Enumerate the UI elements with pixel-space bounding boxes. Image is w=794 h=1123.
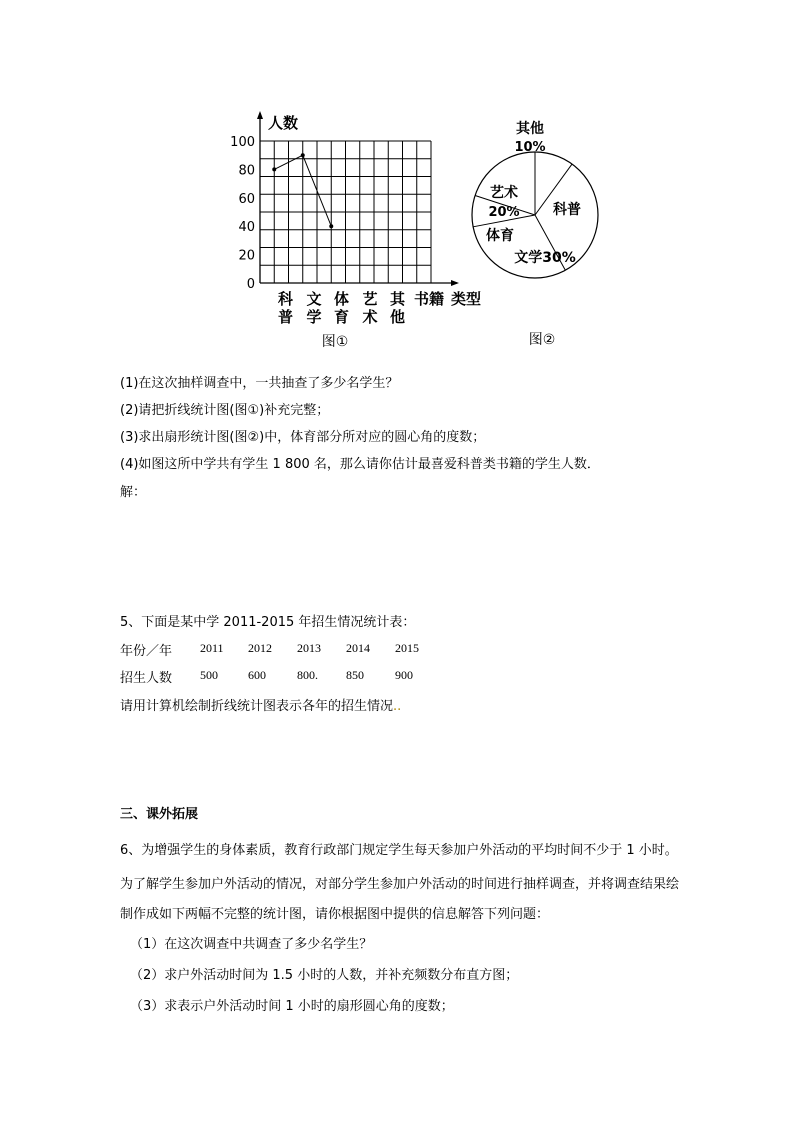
data-point [272, 167, 276, 171]
pie-label-other-name: 其他 [516, 121, 544, 137]
q5-count: 850 [346, 668, 364, 682]
q4-item-3: (3)求出扇形统计图(图②)中，体育部分所对应的圆心角的度数； [120, 430, 486, 445]
pie-chart-figure-2 [460, 105, 630, 350]
y-tick-label: 20 [238, 248, 255, 264]
q5-count: 500 [200, 668, 218, 682]
pie-label-art-name: 艺术 [490, 185, 518, 201]
figure-caption: 图② [528, 332, 556, 348]
section3-heading: 三、课外拓展 [120, 807, 199, 822]
chart-grid [260, 141, 431, 283]
x-category-label: 书籍 [413, 290, 445, 308]
x-axis-arrow [451, 280, 459, 286]
x-axis-label: 类型 [451, 290, 482, 308]
q6-item-3: （3）求表示户外活动时间 1 小时的扇形圆心角的度数； [130, 999, 454, 1014]
x-category-label: 普 [277, 308, 294, 326]
q5-title: 5、下面是某中学 2011-2015 年招生情况统计表： [120, 615, 416, 630]
q5-count: 900 [395, 668, 413, 682]
pie-label-other-percent: 10% [514, 140, 546, 155]
y-tick-label: 60 [238, 191, 255, 207]
q4-answer-label: 解： [120, 485, 147, 500]
q4-item-1: (1)在这次抽样调查中，一共抽查了多少名学生？ [120, 376, 399, 391]
y-tick-label: 100 [230, 135, 255, 150]
pie-label-literature: 文学30% [514, 250, 576, 266]
q5-instruction [120, 695, 401, 714]
y-tick-label: 80 [238, 163, 255, 179]
y-axis-label: 人数 [268, 114, 299, 132]
y-axis-arrow [257, 111, 263, 119]
data-point [301, 153, 305, 157]
pie-label-art-percent: 20% [488, 205, 520, 220]
q5-year: 2014 [346, 641, 370, 655]
q4-item-2: (2)请把折线统计图(图①)补充完整； [120, 403, 330, 418]
q6-item-1: （1）在这次调查中共调查了多少名学生？ [130, 937, 373, 952]
y-tick-label: 40 [238, 220, 255, 236]
q5-row2-label: 招生人数 [120, 671, 173, 686]
x-category-label: 他 [389, 308, 406, 326]
data-point [329, 224, 333, 228]
pie-label-science: 科普 [553, 202, 581, 218]
x-category-label: 文 [306, 290, 322, 308]
q5-row1-label: 年份／年 [120, 644, 173, 659]
x-category-label: 科 [277, 290, 294, 308]
figure-caption: 图① [321, 334, 349, 350]
x-category-label: 术 [362, 308, 378, 326]
q5-instruction-text: 请用计算机绘制折线统计图表示各年的招生情况 [120, 699, 394, 714]
q5-year: 2012 [248, 641, 272, 655]
q5-year: 2011 [200, 641, 224, 655]
x-category-label: 育 [333, 308, 350, 326]
q4-item-4: (4)如图这所中学共有学生 1 800 名，那么请你估计最喜爱科普类书籍的学生人数． [120, 457, 600, 472]
x-category-label: 学 [306, 308, 322, 326]
x-category-label: 体 [333, 290, 350, 308]
q5-year: 2013 [297, 641, 321, 655]
y-tick-label: 0 [246, 277, 255, 292]
q5-count: 800. [297, 668, 318, 682]
q6-item-2: （2）求户外活动时间为 1.5 小时的人数，并补充频数分布直方图； [130, 968, 519, 983]
x-category-label: 其 [389, 290, 406, 308]
pie-label-sports: 体育 [486, 228, 514, 244]
q6-line-1: 6、为增强学生的身体素质，教育行政部门规定学生每天参加户外活动的平均时间不少于 1 小时。 [120, 843, 678, 858]
q5-instruction-tail: .. [393, 699, 402, 714]
line-chart-figure-1 [210, 105, 482, 350]
x-category-label: 艺 [362, 290, 378, 308]
q6-line-3: 制作成如下两幅不完整的统计图，请你根据图中提供的信息解答下列问题： [120, 907, 550, 922]
q5-count: 600 [248, 668, 266, 682]
q5-year: 2015 [395, 641, 419, 655]
q6-line-2: 为了解学生参加户外活动的情况，对部分学生参加户外活动的时间进行抽样调查，并将调查结果绘 [120, 877, 680, 892]
